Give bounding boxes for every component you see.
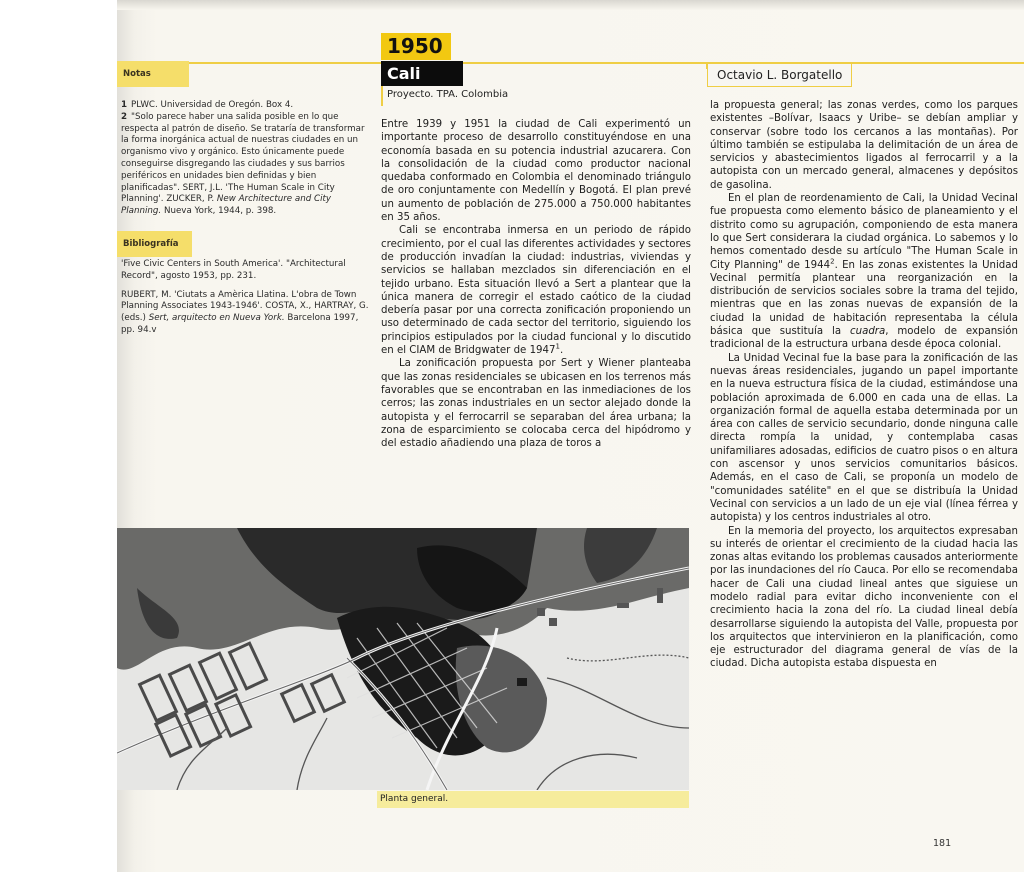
- paragraph: Entre 1939 y 1951 la ciudad de Cali experimentó un importante proceso de desarrollo constituyéndose en una economía basada en su potencia industrial azucarera. Con la consolidación de la ciudad como productor nacional quedaba conformado en Colombia el denominado triángulo de oro conjuntamente con Medellín y Bogotá. El plan prevé un aumento de población de 275.000 a 750.000 habitantes en 35 años.: [381, 119, 691, 224]
- bib-book-title: Sert, arquitecto en Nueva York.: [148, 313, 285, 324]
- bibliography-item: [121, 259, 373, 283]
- page-title: Cali: [381, 61, 463, 86]
- bibliography-item: [121, 290, 373, 337]
- paragraph: La Unidad Vecinal fue la base para la zonificación de las nuevas áreas residenciales, jugando un papel importante en la nueva estructura física de la ciudad, estimándose una población aproximada de 6.000 en cada una de ellas. La organización formal de aquella estaba determinada por un área con calles de servicio secundario, donde ninguna calle directa rompía la unidad, y contemplaba casas unifamiliares adosadas, edificios de cuatro pisos o en altura con ascensor y unos servicios comunitarios básicos. Además, en el caso de Cali, se proponía un modelo de "comunidades satélite" en el que se distribuía la Unidad Vecinal con servicios a un lado de un eje vial (línea férrea y autopista) y los centros industriales al otro.: [710, 352, 1018, 524]
- note-number: 2: [121, 111, 128, 122]
- scan-margin: [0, 0, 117, 888]
- paragraph-text: En el plan de reordenamiento de Cali, la Unidad Vecinal fue propuesta como elemento básico de planeamiento y el distrito como su agrupación, componiendo de esta manera lo que Sert considerara la ciudad orgánica. Lo sabemos y lo hemos comentado desde su artículo "The Human Scale in City Planning" de 1944: [710, 193, 1018, 271]
- notes-heading: Notas: [117, 61, 189, 87]
- note-text: PLWC. Universidad de Oregón. Box 4.: [131, 100, 294, 110]
- project-subtitle: Proyecto. TPA. Colombia: [387, 89, 509, 100]
- footnote-ref: 2: [830, 257, 835, 266]
- note-item: [121, 100, 373, 112]
- figure-caption: Planta general.: [377, 791, 689, 808]
- paragraph-text: , modelo de expansión tradicional de la estructura urbana desde época colonial.: [710, 326, 1018, 351]
- paragraph-text: Cali se encontraba inmersa en un periodo de rápido crecimiento, por el cual las diferentes actividades y sectores de producción invadían la ciudad: industrias, viviendas y servicios se hallaban mezclados sin diferenciación en el tejido urbano. Esta situación llevó a Sert a plantear que la única manera de corregir el estado caótico de la ciudad debería pasar por una correcta zonificación proponiendo un uso determinado de cada sector del territorio, siguiendo los principios estipulados por la ciudad funcional y lo discutido en el CIAM de Bridgwater de 1947: [381, 225, 691, 357]
- note-book-title: New Architecture and City Planning.: [121, 194, 332, 217]
- note-item: [121, 112, 373, 218]
- header-rule: [117, 62, 1024, 64]
- bib-text: 'Five Civic Centers in South America'. "Architectural Record", agosto 1953, pp. 231.: [121, 259, 346, 281]
- title-rule: [381, 86, 383, 106]
- footnote-ref: 1: [555, 342, 560, 351]
- paragraph: [710, 192, 1018, 352]
- page-number: 181: [933, 838, 952, 849]
- bib-text: Barcelona 1997, pp. 94.v: [121, 313, 359, 335]
- page-shadow: [117, 0, 1024, 10]
- year-label: 1950: [381, 33, 451, 60]
- paragraph: La zonificación propuesta por Sert y Wiener planteaba que las zonas residenciales se ubicasen en los terrenos más favorables que se encontraban en las inmediaciones de los cerros; las zonas industriales en un sector alejado donde la autopista y el ferrocarril se separaban del área urbana; la zona de esparcimiento se colocaba cerca del hipódromo y del estadio añadiendo una plaza de toros a: [381, 358, 691, 450]
- paragraph-text: . En las zonas existentes la Unidad Vecinal permitía plantear una reorganización en la distribución de servicios sociales sobre la trama del tejido, mientras que en las zonas nuevas de expansión de la ciudad la unidad de habitación representaba la célula básica que sustituía la: [710, 259, 1018, 338]
- body-column-middle: [381, 118, 691, 450]
- bibliography-heading: Bibliografía: [117, 231, 192, 257]
- bibliography-list: [121, 259, 373, 337]
- body-column-right: [710, 99, 1018, 671]
- paragraph: [381, 224, 691, 357]
- bib-text: RUBERT, M. 'Ciutats a Amèrica Llatina. L'obra de Town Planning Associates 1943-1946'. COSTA, X., HARTRAY, G. (eds.): [121, 289, 369, 324]
- paragraph-text: .: [559, 345, 564, 357]
- paragraph: En la memoria del proyecto, los arquitectos expresaban su interés de orientar el crecimiento de la ciudad hacia las zonas altas evitando los problemas causados anteriormente por las inundaciones del río Cauca. Por ello se recomendaba hacer de Cali una ciudad lineal antes que siguiese un modelo radial para evitar dicho inconveniente con el crecimiento hacia la zona del río. La ciudad lineal debía desarrollarse siguiendo la autopista del Valle, propuesta por los arquitectos que intervinieron en la planificación, como eje estructurador del diagrama general de vías de la ciudad. Dicha autopista estaba dispuesta en: [710, 525, 1018, 670]
- note-text: "Solo parece haber una salida posible en lo que respecta al patrón de diseño. Se trataría de transformar la forma inorgánica actual de nuestras ciudades en un organismo vivo y orgánico. Esto únicamente puede conseguirse disgregando las ciudades y sus barrios periféricos en unidades bien definidas y bien planificadas". SERT, J.L. 'The Human Scale in City Planning'. ZUCKER, P.: [121, 111, 365, 205]
- notes-list: [121, 100, 373, 218]
- author-name: Octavio L. Borgatello: [707, 63, 852, 87]
- map-drawing: [117, 528, 689, 790]
- note-text: Nueva York, 1944, p. 398.: [161, 206, 277, 217]
- note-number: 1: [121, 100, 128, 110]
- paragraph: la propuesta general; las zonas verdes, como los parques existentes –Bolívar, Isaacs y Uribe– se debían ampliar y conservar (sobre todo los cercanos a las montañas). Por último también se estipulaba la delimitación de un área de servicios y abastecimientos ligados al ferrocarril y a la autopista con un mercado general, almacenes y depósitos de gasolina.: [710, 100, 1018, 191]
- city-plan-map: [117, 528, 689, 790]
- italic-term: cuadra: [850, 326, 886, 338]
